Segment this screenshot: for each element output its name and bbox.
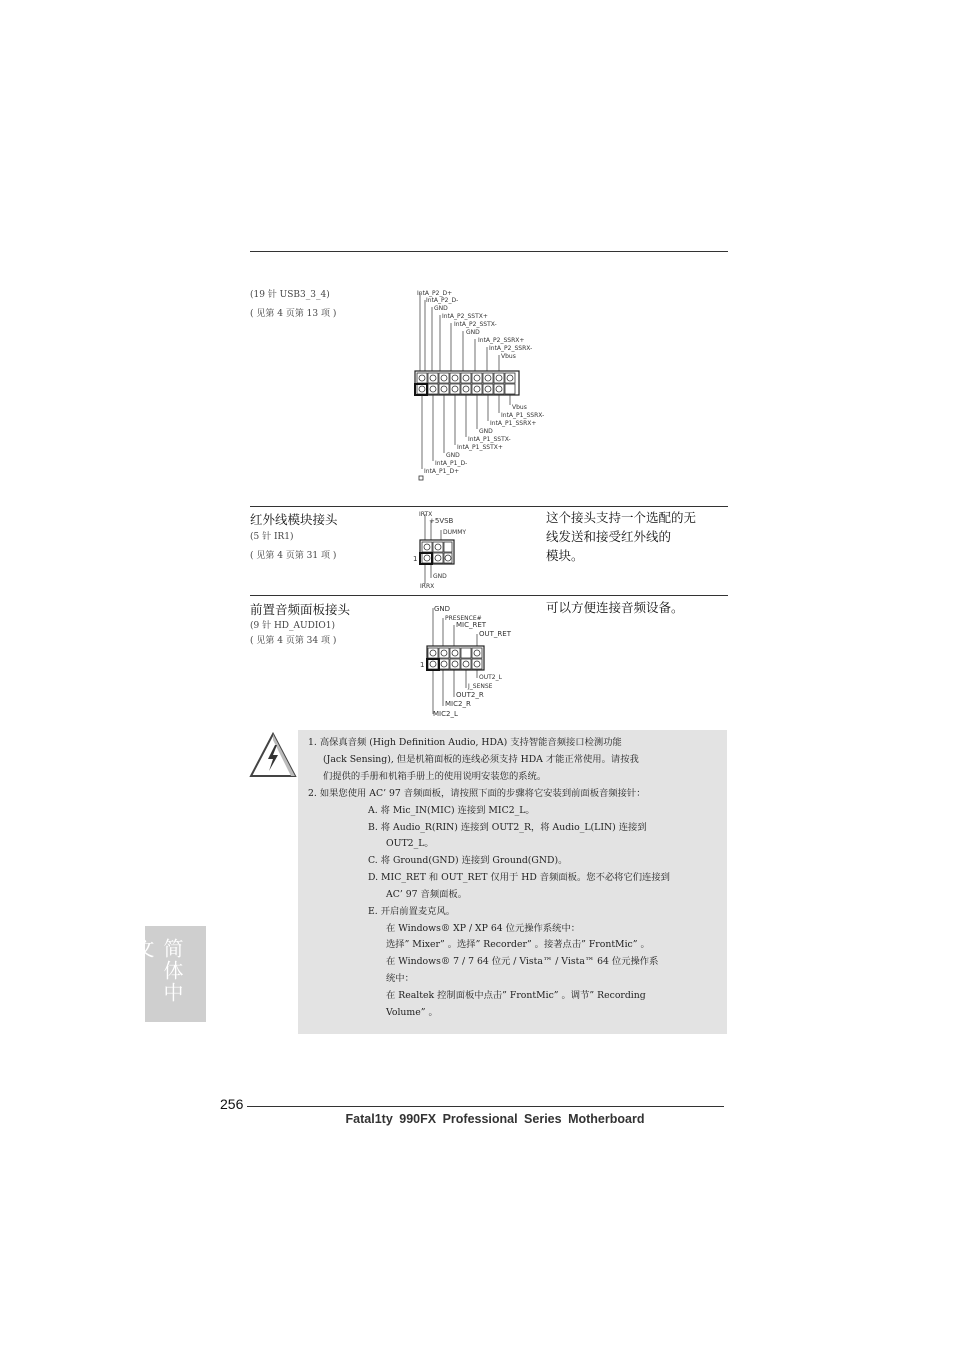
- note-line: 1. 高保真音频 (High Definition Audio, HDA) 支持智能音频接口检测功能: [308, 737, 622, 748]
- usb3-bottom-labels: [424, 404, 544, 475]
- audio-page-ref: ( 见第 4 页第 34 项 ): [250, 636, 337, 646]
- ir-pin1-label: 1: [413, 555, 418, 563]
- usb3-bottom-label: GND: [479, 428, 493, 435]
- ir-top-label: DUMMY: [443, 529, 467, 536]
- audio-bottom-label: MIC2_R: [445, 700, 471, 708]
- note-line: B. 将 Audio_R(RIN) 连接到 OUT2_R，将 Audio_L(LIN) 连接到: [368, 822, 647, 833]
- audio-pins-label: (9 针 HD_AUDIO1): [250, 621, 335, 631]
- note-line: C. 将 Ground(GND) 连接到 Ground(GND)。: [368, 855, 568, 866]
- note-line: 在 Realtek 控制面板中点击” FrontMic” 。调节” Recording: [386, 990, 646, 1001]
- note-line: AC’ 97 音频面板。: [386, 889, 468, 900]
- audio-top-label: GND: [434, 605, 451, 613]
- usb3-top-lines: [420, 293, 499, 377]
- note-box: [298, 730, 727, 1034]
- note-line: E. 开启前置麦克风。: [368, 906, 456, 917]
- language-side-tab: [131, 926, 206, 1022]
- usb3-top-label: GND: [466, 329, 480, 336]
- audio-bottom-label: MIC2_L: [433, 710, 458, 718]
- ir-header-title: 红外线模块接头: [250, 512, 338, 527]
- usb3-bottom-label: IntA_P1_SSRX-: [501, 412, 545, 419]
- ir-page-ref: ( 见第 4 页第 31 项 ): [250, 551, 337, 561]
- audio-pin1-label: 1: [420, 661, 425, 669]
- audio-bottom-label: J_SENSE: [468, 683, 493, 690]
- usb3-bottom-label: IntA_P1_SSTX-: [468, 436, 511, 443]
- note-line: 们提供的手册和机箱手册上的使用说明安装您的系统。: [323, 771, 547, 782]
- ir-top-label: +5VSB: [429, 517, 454, 525]
- ir-top-label: IRTX: [419, 511, 433, 518]
- usb3-bottom-label: IntA_P1_SSTX+: [457, 444, 503, 451]
- usb3-top-label: IntA_P2_SSRX+: [478, 337, 525, 344]
- ir-header-diagram: [410, 508, 500, 590]
- usb3-top-label: IntA_P2_SSTX-: [454, 321, 497, 328]
- ir-description-line: 线发送和接受红外线的: [546, 529, 672, 544]
- audio-header-title: 前置音频面板接头: [250, 602, 351, 617]
- usb3-top-label: Vbus: [501, 353, 516, 360]
- usb3-top-label: IntA_P2_D+: [417, 290, 453, 297]
- page-number: 256: [220, 1096, 244, 1112]
- warning-icon: [248, 731, 298, 779]
- footer-title: Fatal1ty 990FX Professional Series Motherboard: [345, 1112, 645, 1126]
- usb3-top-label: IntA_P2_SSTX+: [442, 313, 488, 320]
- audio-top-label: OUT_RET: [479, 630, 511, 638]
- ir-pins-label: (5 针 IR1): [250, 532, 294, 542]
- usb3-header-diagram: [405, 285, 555, 485]
- audio-top-label: MIC_RET: [456, 621, 487, 629]
- audio-bottom-label: OUT2_L: [479, 674, 502, 681]
- note-line: Volume” 。: [386, 1007, 438, 1018]
- ir-description-line: 这个接头支持一个选配的无: [546, 510, 697, 525]
- usb3-bottom-label: IntA_P1_SSRX+: [490, 420, 537, 427]
- audio-description: [546, 598, 721, 617]
- note-line: 在 Windows® 7 / 7 64 位元 / Vista™ / Vista™ 64 位元操作系: [386, 956, 659, 967]
- usb3-bottom-label: IntA_P1_D-: [435, 460, 468, 467]
- note-line: 统中：: [386, 973, 414, 984]
- usb3-page-ref: ( 见第 4 页第 13 项 ): [250, 309, 337, 319]
- audio-top-label: PRESENCE#: [445, 615, 482, 622]
- ir-bottom-label: GND: [433, 573, 447, 580]
- language-side-tab-label: 简体中文: [131, 938, 184, 1004]
- ir-connector: [420, 540, 454, 564]
- note-line: 选择” Mixer” 。选择” Recorder” 。接著点击” FrontMic” 。: [386, 939, 650, 950]
- usb3-pins-label: (19 针 USB3_3_4): [250, 290, 330, 300]
- audio-bottom-label: OUT2_R: [456, 691, 484, 699]
- top-rule: [250, 251, 728, 252]
- note-line: A. 将 Mic_IN(MIC) 连接到 MIC2_L。: [368, 805, 535, 816]
- usb3-bottom-label: IntA_P1_D+: [424, 468, 460, 475]
- note-line: 在 Windows® XP / XP 64 位元操作系统中：: [386, 923, 581, 934]
- footer-rule: [247, 1106, 724, 1107]
- ir-description-line: 模块。: [546, 548, 584, 563]
- usb3-top-label: IntA_P2_D-: [426, 297, 459, 304]
- pin1-marker: [419, 476, 423, 480]
- note-line: (Jack Sensing), 但是机箱面板的连线必须支持 HDA 才能正常使用。请按我: [323, 754, 639, 765]
- ir-description: [546, 508, 721, 565]
- ir-bottom-label: IRRX: [420, 583, 435, 590]
- audio-connector: [427, 646, 484, 670]
- usb3-top-label: IntA_P2_SSRX-: [489, 345, 533, 352]
- usb3-top-label: GND: [434, 305, 448, 312]
- usb3-connector: [415, 371, 519, 395]
- audio-header-diagram: [415, 600, 525, 722]
- section-divider: [250, 595, 728, 596]
- audio-description-line: 可以方便连接音频设备。: [546, 600, 684, 615]
- usb3-bottom-label: Vbus: [512, 404, 527, 411]
- note-line: D. MIC_RET 和 OUT_RET 仅用于 HD 音频面板。您不必将它们连接到: [368, 872, 670, 883]
- usb3-top-labels: [417, 290, 532, 360]
- note-line: OUT2_L。: [386, 838, 434, 849]
- note-line: 2. 如果您使用 AC’ 97 音频面板，请按照下面的步骤将它安装到前面板音频接针：: [308, 788, 646, 799]
- section-divider: [250, 506, 728, 507]
- usb3-bottom-lines: [422, 395, 510, 469]
- usb3-bottom-label: GND: [446, 452, 460, 459]
